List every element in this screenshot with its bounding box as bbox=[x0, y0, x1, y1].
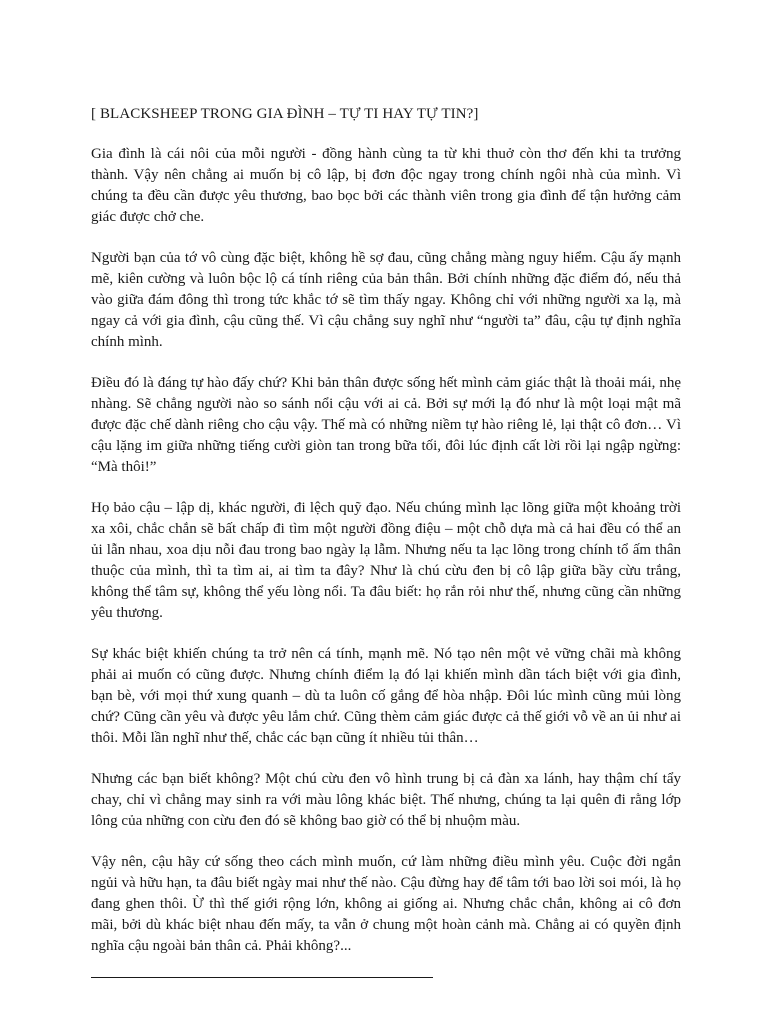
end-divider bbox=[91, 977, 433, 978]
paragraph-5: Sự khác biệt khiến chúng ta trở nên cá tính, mạnh mẽ. Nó tạo nên một vẻ vững chãi mà không phải ai muốn có cũng được. Nhưng chính điểm lạ đó lại khiến mình dần tách biệt với gia đình, bạn bè, với mọi thứ xung quanh – dù ta luôn cố gắng để hòa nhập. Đôi lúc mình cũng mủi lòng chứ? Cũng cần yêu và được yêu lắm chứ. Cũng thèm cảm giác được cả thế giới vỗ về an ủi như ai thôi. Mỗi lần nghĩ như thế, chắc các bạn cũng ít nhiều tủi thân… bbox=[91, 646, 681, 746]
document-title: [ BLACKSHEEP TRONG GIA ĐÌNH – TỰ TI HAY TỰ TIN?] bbox=[91, 106, 479, 122]
paragraph-3: Điều đó là đáng tự hào đấy chứ? Khi bản thân được sống hết mình cảm giác thật là thoải mái, nhẹ nhàng. Sẽ chẳng người nào so sánh nổi cậu với ai cả. Bởi sự mới lạ đó như là một loại mật mã được đặc chế dành riêng cho cậu vậy. Thế mà có những niềm tự hào riêng lẻ, lại thật cô đơn… Vì cậu lặng im giữa những tiếng cười giòn tan trong bữa tối, đôi lúc định cất lời rồi lại ngập ngừng: “Mà thôi!” bbox=[91, 375, 681, 475]
paragraph-6: Nhưng các bạn biết không? Một chú cừu đen vô hình trung bị cả đàn xa lánh, hay thậm chí tẩy chay, chỉ vì chẳng may sinh ra với màu lông khác biệt. Thế nhưng, chúng ta lại quên đi rằng lớp lông của những con cừu đen đó sẽ không bao giờ có thể bị nhuộm màu. bbox=[91, 771, 681, 829]
document-page bbox=[91, 104, 681, 978]
paragraph-4: Họ bảo cậu – lập dị, khác người, đi lệch quỹ đạo. Nếu chúng mình lạc lõng giữa một khoảng trời xa xôi, chắc chắn sẽ bất chấp đi tìm một người đồng điệu – một chỗ dựa mà cả hai đều có thể an ủi lẫn nhau, xoa dịu nỗi đau trong bao ngày lạ lẫm. Nhưng nếu ta lạc lõng trong chính tổ ấm thân thuộc của mình, thì ta tìm ai, ai tìm ta đây? Như là chú cừu đen bị cô lập giữa bầy cừu trắng, không thể tâm sự, không thể yếu lòng nổi. Ta đâu biết: họ rắn rỏi như thế, nhưng cũng cần những yêu thương. bbox=[91, 500, 681, 621]
paragraph-7: Vậy nên, cậu hãy cứ sống theo cách mình muốn, cứ làm những điều mình yêu. Cuộc đời ngắn ngủi và hữu hạn, ta đâu biết ngày mai như thế nào. Cậu đừng hay để tâm tới bao lời soi mói, là họ đang ghen thôi. Ừ thì thế giới rộng lớn, không ai giống ai. Nhưng chắc chắn, không ai cô đơn mãi, bởi dù khác biệt nhau đến mấy, ta vẫn ở chung một hoàn cảnh mà. Chẳng ai có quyền định nghĩa cậu ngoài bản thân cả. Phải không?... bbox=[91, 854, 681, 954]
paragraph-2: Người bạn của tớ vô cùng đặc biệt, không hề sợ đau, cũng chẳng màng nguy hiểm. Cậu ấy mạnh mẽ, kiên cường và luôn bộc lộ cá tính riêng của bản thân. Bởi chính những đặc điểm đó, nếu thả vào giữa đám đông thì trong tức khắc tớ sẽ tìm thấy ngay. Không chỉ với những người xa lạ, mà ngay cả với gia đình, cậu cũng thế. Vì cậu chẳng suy nghĩ như “người ta” đâu, cậu tự định nghĩa chính mình. bbox=[91, 250, 681, 350]
paragraph-1: Gia đình là cái nôi của mỗi người - đồng hành cùng ta từ khi thuở còn thơ đến khi ta trưởng thành. Vậy nên chẳng ai muốn bị cô lập, bị đơn độc ngay trong chính ngôi nhà của mình. Vì chúng ta đều cần được yêu thương, bao bọc bởi các thành viên trong gia đình để tận hưởng cảm giác được chở che. bbox=[91, 146, 681, 225]
